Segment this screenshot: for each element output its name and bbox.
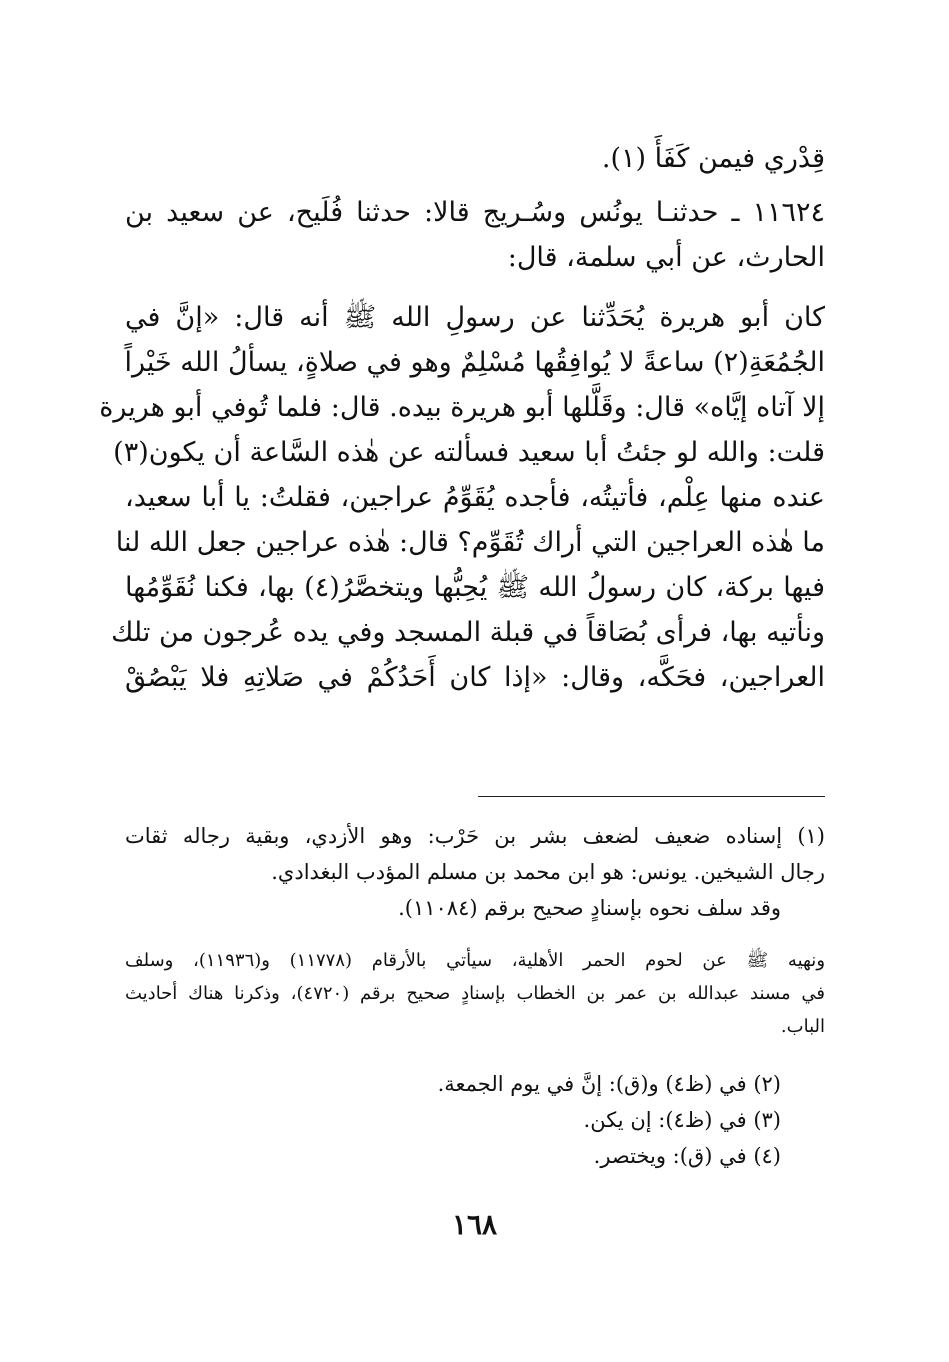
footnote-1 (125, 818, 825, 926)
text-line: كان أبو هريرة يُحَدِّثنا عن رسولِ الله ﷺ أنه قال: «إنَّ في (125, 302, 825, 333)
text-line: ونأتيه بها، فرأى بُصَاقاً في قبلة المسجد وفي يده عُرجون من تلك (111, 617, 825, 648)
footnotes-2-4 (125, 1066, 825, 1174)
footnote-line: وقد سلف نحوه بإسنادٍ صحيح برقم (١١٠٨٤). (398, 896, 781, 920)
footnote-line: في مسند عبدالله بن عمر بن الخطاب بإسنادٍ صحيح برقم (٤٧٢٠)، وذكرنا هناك أحاديث (125, 983, 825, 1004)
text-line: العراجين، فحَكَّه، وقال: «إذا كان أَحَدُكُمْ في صَلاتِهِ فلا يَبْصُقْ (125, 662, 825, 693)
hadith-body (99, 295, 825, 700)
footnote-line: ونهيه ﷺ عن لحوم الحمر الأهلية، سيأتي بالأرقام (١١٧٧٨) و(١١٩٣٦)، وسلف (125, 950, 826, 971)
footnote-1-extra (125, 944, 825, 1043)
text-line: عنده منها عِلْم، فأتيتُه، فأجده يُقَوِّمُ عراجين، فقلتُ: يا أبا سعيد، (125, 482, 825, 513)
text-line: فيها بركة، كان رسولُ الله ﷺ يُحِبُّها ويتخصَّرُ(٤) بها، فكنا نُقَوِّمُها (125, 572, 825, 603)
main-text (125, 136, 825, 181)
footnote-2: (٢) في (ظ٤) و(ق): إنَّ في يوم الجمعة. (437, 1072, 781, 1096)
hadith-heading (125, 190, 825, 280)
text-line: قلت: والله لو جئتُ أبا سعيد فسألته عن هٰذه السَّاعة أن يكون(٣) (113, 437, 825, 468)
footnote-line: الباب. (780, 1016, 825, 1037)
text-line: الجُمُعَةِ(٢) ساعةً لا يُوافِقُها مُسْلِمٌ وهو في صلاةٍ، يسألُ الله خَيْراً (124, 347, 825, 378)
text-line: إلا آتاه إيَّاه» قال: وقَلَّلها أبو هريرة بيده. قال: فلما تُوفي أبو هريرة (99, 392, 825, 423)
footnote-line: رجال الشيخين. يونس: هو ابن محمد بن مسلم المؤدب البغدادي. (271, 860, 825, 884)
footnote-line: (١) إسناده ضعيف لضعف بشر بن حَرْب: وهو الأزدي، وبقية رجاله ثقات (125, 824, 825, 848)
text-line: ما هٰذه العراجين التي أراك تُقَوِّم؟ قال: هٰذه عراجين جعل الله لنا (115, 527, 825, 558)
page-number: ١٦٨ (451, 1208, 498, 1241)
footnote-4: (٤) في (ق): ويختصر. (593, 1144, 781, 1168)
text-line: قِدْري فيمن كَفَأَ (١). (601, 143, 825, 174)
text-line: ١١٦٢٤ ـ حدثنـا يونُس وسُـريج قالا: حدثنا فُلَيح، عن سعيد بن (125, 197, 825, 228)
footnote-3: (٣) في (ظ٤): إن يكن. (583, 1108, 781, 1132)
text-line: الحارث، عن أبي سلمة، قال: (507, 242, 825, 273)
footnote-separator (478, 796, 825, 797)
